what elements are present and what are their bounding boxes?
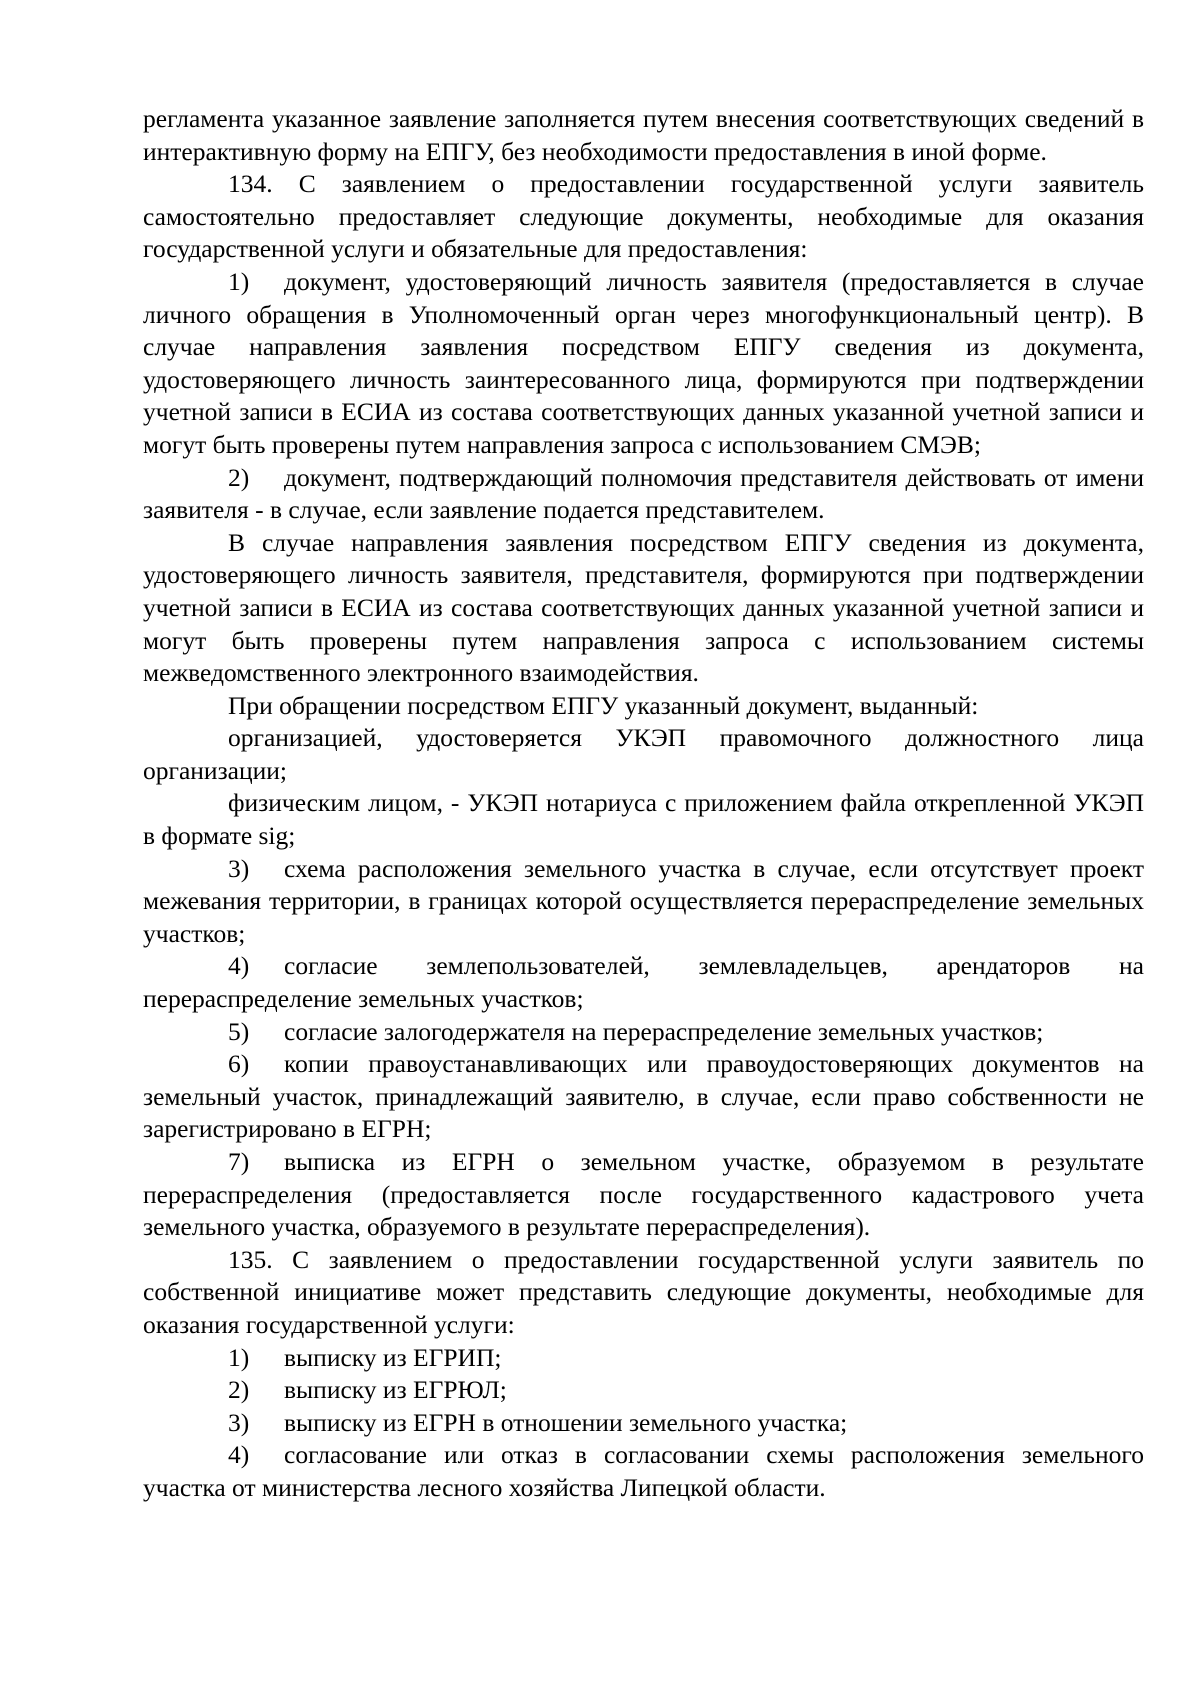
list-item-number: 2) — [228, 462, 250, 492]
list-item-135-2 — [143, 1374, 1144, 1407]
paragraph-organization: организацией, удостоверяется УКЭП правомочного должностного лица организации; — [143, 723, 1144, 785]
list-item-134-6 — [143, 1048, 1144, 1146]
list-item-text: выписку из ЕГРН в отношении земельного участка; — [284, 1407, 848, 1437]
list-item-number: 1) — [228, 266, 250, 296]
list-item-134-5 — [143, 1016, 1144, 1049]
document-page — [143, 103, 1144, 1505]
paragraph-epgu-document: При обращении посредством ЕПГУ указанный документ, выданный: — [228, 690, 979, 720]
list-item-number: 2) — [228, 1375, 250, 1405]
list-item-text: копии правоустанавливающих или правоудостоверяющих документов на земельный участок, принадлежащий заявителю, в случае, если право собственности не зарегистрировано в ЕГРН; — [143, 1049, 1144, 1144]
list-item-number: 5) — [228, 1016, 250, 1046]
paragraph-134: 134. С заявлением о предоставлении государственной услуги заявитель самостоятельно предоставляет следующие документы, необходимые для оказания государственной услуги и обязательные для предоставления: — [143, 169, 1144, 264]
list-item-number: 1) — [228, 1342, 250, 1372]
list-item-134-2 — [143, 462, 1144, 527]
paragraph-135: 135. С заявлением о предоставлении государственной услуги заявитель по собственной инициативе может представить следующие документы, необходимые для оказания государственной услуги: — [143, 1244, 1144, 1339]
list-item-135-1 — [143, 1342, 1144, 1375]
list-item-135-3 — [143, 1407, 1144, 1440]
list-item-number: 3) — [228, 853, 250, 883]
list-item-text: документ, удостоверяющий личность заявителя (предоставляется в случае личного обращения в Уполномоченный орган через многофункциональный центр). В случае направления заявления посредством ЕПГУ сведения из документа, удостоверяющего личность заинтересованного лица, формируются при подтверждении учетной записи в ЕСИА из состава соответствующих данных указанной учетной записи и могут быть проверены путем направления запроса с использованием СМЭВ; — [143, 266, 1144, 459]
list-item-text: документ, подтверждающий полномочия представителя действовать от имени заявителя - в случае, если заявление подается представителем. — [143, 462, 1144, 525]
list-item-134-7 — [143, 1146, 1144, 1244]
list-item-text: выписку из ЕГРЮЛ; — [284, 1375, 507, 1405]
list-item-text: согласие землепользователей, землевладельцев, арендаторов на перераспределение земельных участков; — [143, 951, 1144, 1014]
list-item-134-1 — [143, 266, 1144, 462]
list-item-text: согласие залогодержателя на перераспределение земельных участков; — [284, 1016, 1044, 1046]
list-item-text: выписка из ЕГРН о земельном участке, образуемом в результате перераспределения (предоставляется после государственного кадастрового учета земельного участка, образуемого в результате перераспределения). — [143, 1147, 1144, 1242]
list-item-text: согласование или отказ в согласовании схемы расположения земельного участка от министерства лесного хозяйства Липецкой области. — [143, 1440, 1144, 1502]
list-item-text: схема расположения земельного участка в случае, если отсутствует проект межевания территории, в границах которой осуществляется перераспределение земельных участков; — [143, 853, 1144, 948]
list-item-134-4 — [143, 950, 1144, 1015]
list-item-number: 4) — [228, 951, 250, 981]
paragraph-continuation: регламента указанное заявление заполняется путем внесения соответствующих сведений в интерактивную форму на ЕПГУ, без необходимости предоставления в иной форме. — [143, 104, 1144, 166]
list-item-number: 4) — [228, 1440, 250, 1470]
list-item-134-3 — [143, 853, 1144, 951]
list-item-text: выписку из ЕГРИП; — [284, 1342, 502, 1372]
list-item-number: 6) — [228, 1049, 250, 1079]
paragraph-epgu-info: В случае направления заявления посредством ЕПГУ сведения из документа, удостоверяющего личность заявителя, представителя, формируются при подтверждении учетной записи в ЕСИА из состава соответствующих данных указанной учетной записи и могут быть проверены путем направления запроса с использованием системы межведомственного электронного взаимодействия. — [143, 527, 1144, 688]
paragraph-individual: физическим лицом, - УКЭП нотариуса с приложением файла открепленной УКЭП в формате sig; — [143, 788, 1144, 851]
list-item-number: 7) — [228, 1147, 250, 1176]
list-item-135-4 — [143, 1439, 1144, 1504]
list-item-number: 3) — [228, 1407, 250, 1437]
